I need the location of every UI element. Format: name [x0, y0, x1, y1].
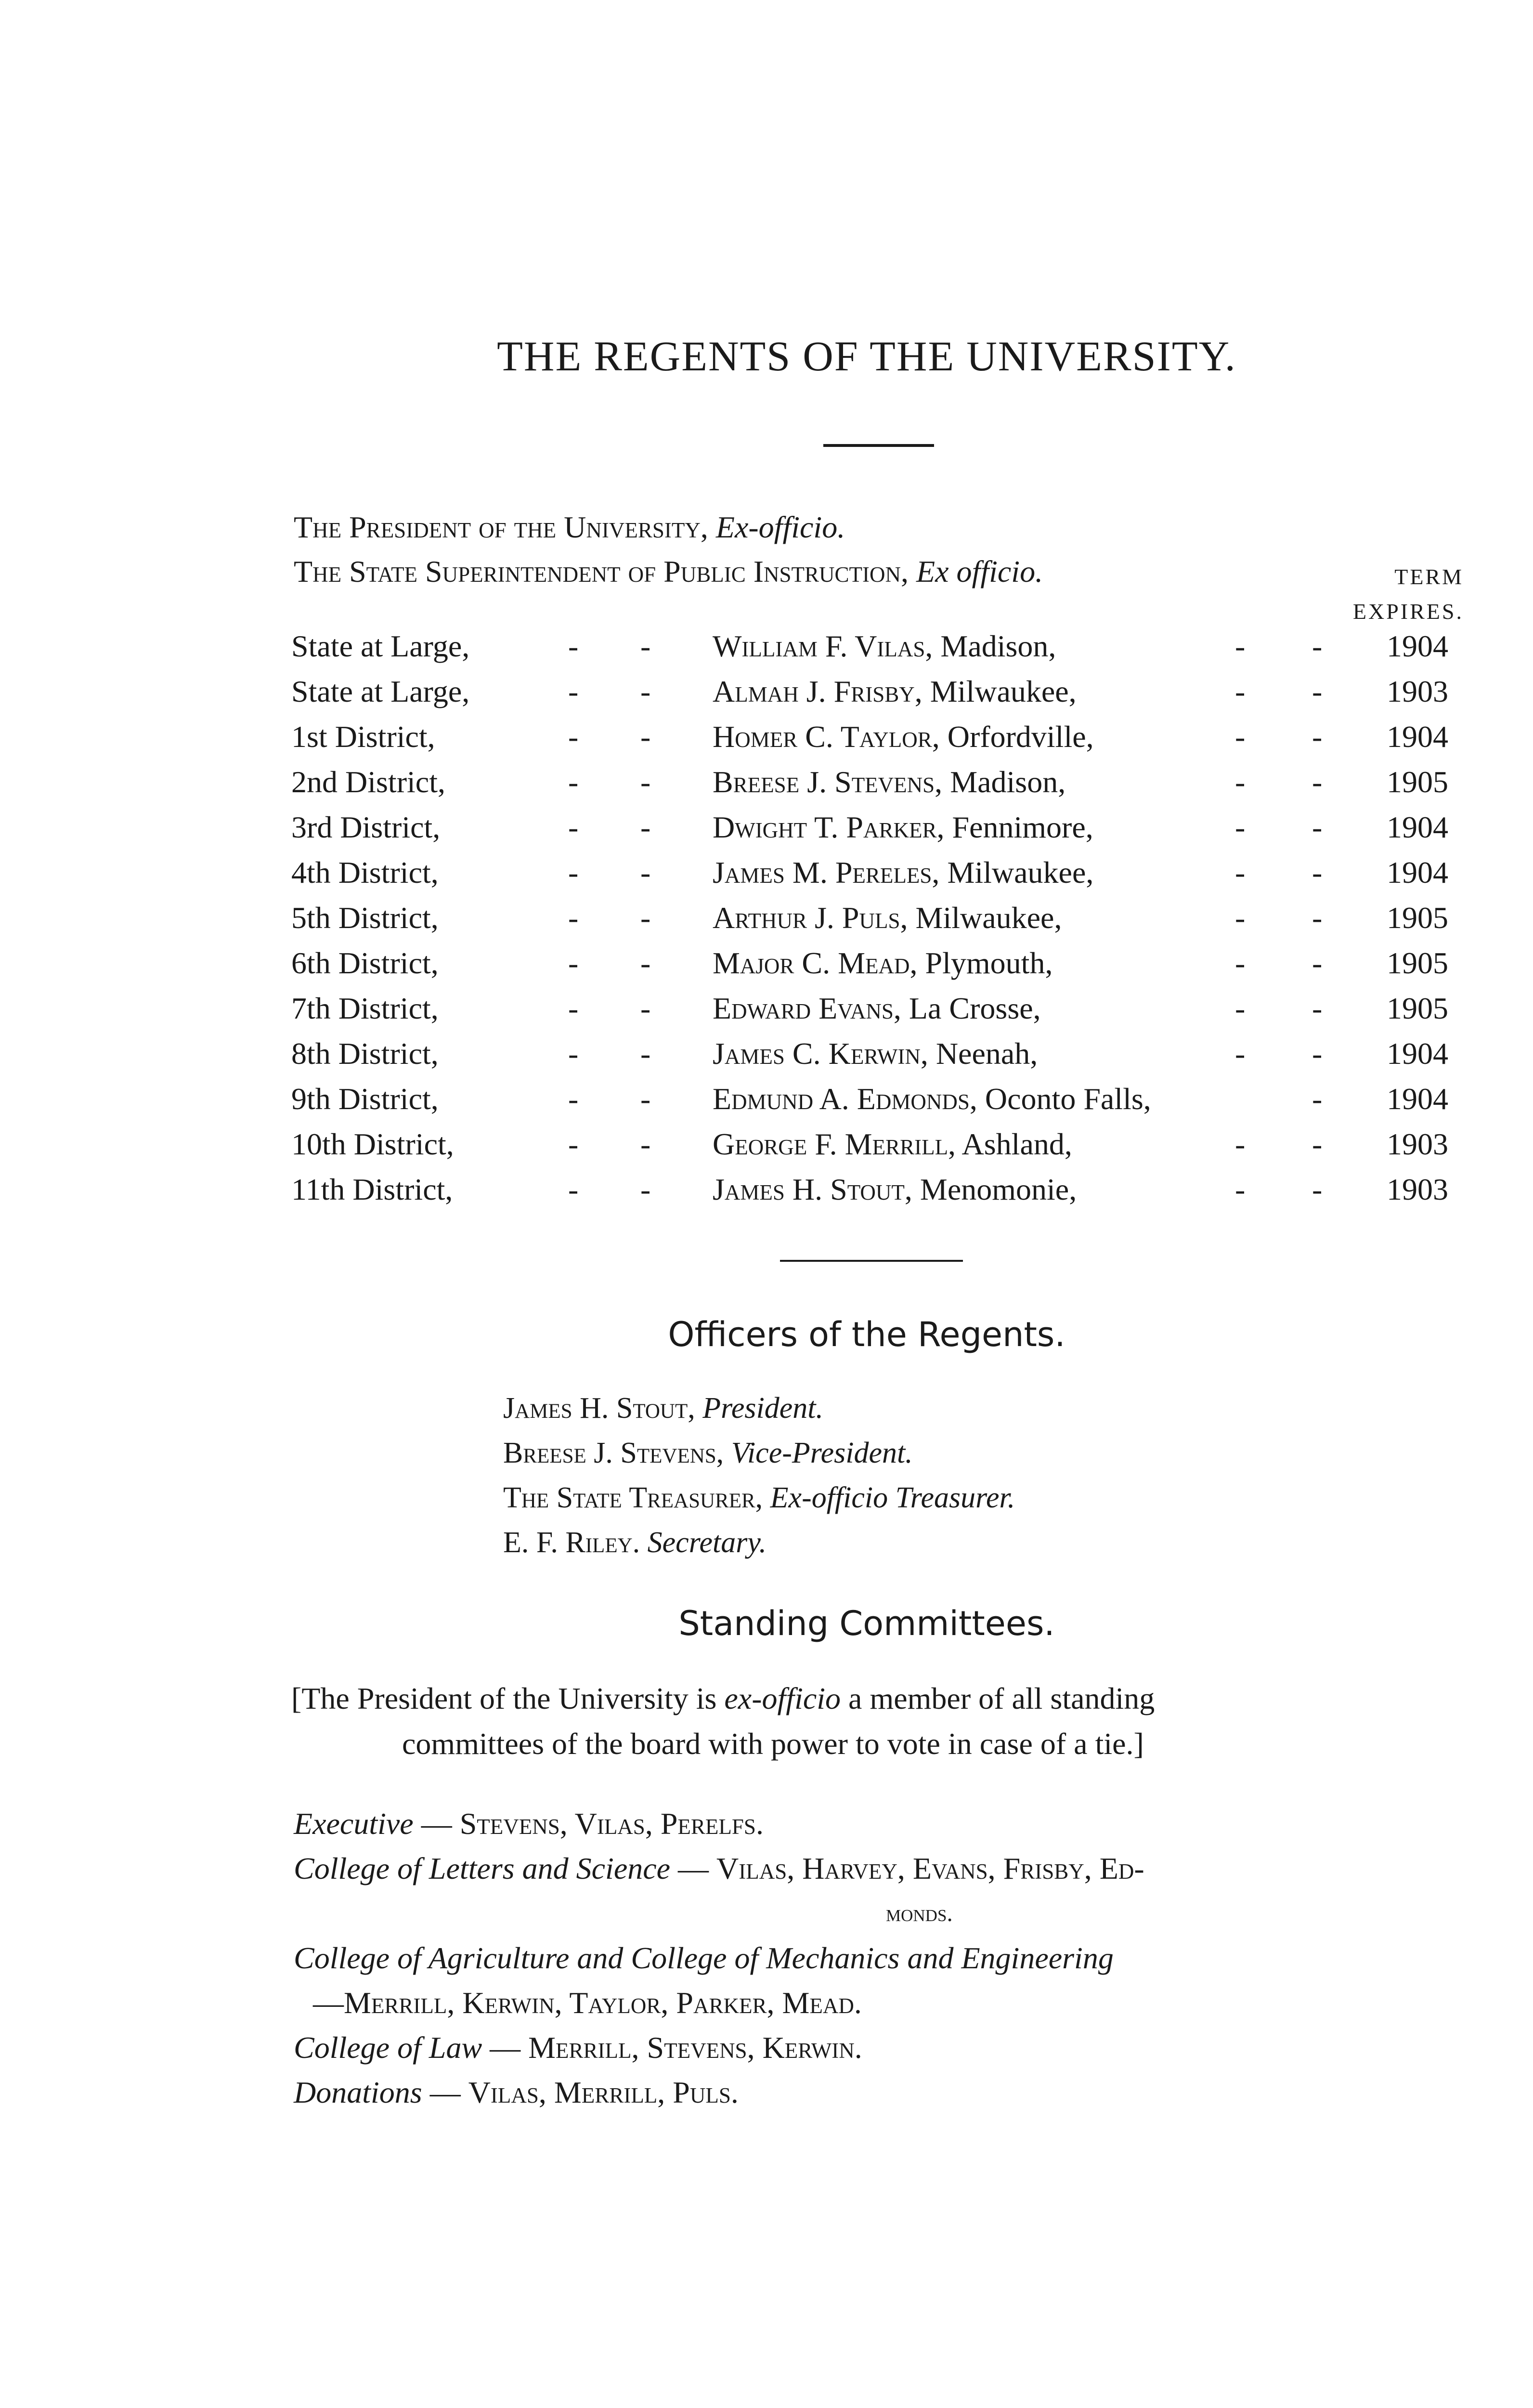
- regent-place: Orfordville,: [947, 720, 1094, 754]
- leader-dash: -: [640, 901, 651, 935]
- leader-dash: -: [640, 1127, 651, 1161]
- leader-dash: -: [640, 991, 651, 1025]
- committees-note: [291, 1676, 1461, 1767]
- regent-term-year: 1905: [1387, 901, 1448, 935]
- committee-name: College of Law: [294, 2030, 482, 2065]
- regent-district: 1st District,: [291, 720, 435, 754]
- regent-term-year: 1905: [1387, 765, 1448, 799]
- regent-place: Madison,: [940, 629, 1056, 663]
- regent-term-year: 1904: [1387, 629, 1448, 663]
- regent-district: 10th District,: [291, 1127, 454, 1161]
- committee-entry: [294, 2025, 1459, 2070]
- officer-title: Vice-President.: [731, 1437, 913, 1469]
- leader-dash: -: [640, 1036, 651, 1071]
- regent-place: Fennimore,: [952, 810, 1093, 844]
- leader-dash: -: [1312, 1082, 1323, 1116]
- regent-district: State at Large,: [291, 674, 470, 708]
- committees-heading: Standing Committees.: [678, 1604, 1055, 1643]
- regent-name: Dwight T. Parker,: [713, 810, 945, 844]
- officer-title: Secretary.: [647, 1526, 766, 1559]
- leader-dash: -: [1235, 765, 1246, 799]
- leader-dash: -: [1235, 946, 1246, 980]
- leader-dash: -: [568, 901, 579, 935]
- regent-row: [0, 1081, 1533, 1126]
- committee-members: Merrill, Stevens, Kerwin.: [528, 2030, 862, 2065]
- leader-dash: -: [640, 720, 651, 754]
- leader-dash: -: [1235, 629, 1246, 663]
- em-dash: —: [421, 1806, 452, 1841]
- regent-name: Major C. Mead,: [713, 946, 918, 980]
- regent-place: Ashland,: [961, 1127, 1072, 1161]
- ex-officio-name: The President of the University,: [294, 510, 708, 544]
- regent-row: [0, 628, 1533, 674]
- regent-term-year: 1904: [1387, 1036, 1448, 1071]
- regent-name: Edmund A. Edmonds,: [713, 1082, 977, 1116]
- officer-entry: [503, 1520, 1015, 1565]
- regent-place: Menomonie,: [920, 1172, 1077, 1206]
- officers-list: [503, 1386, 1015, 1565]
- em-dash: —: [429, 2075, 461, 2109]
- leader-dash: -: [1312, 674, 1323, 708]
- leader-dash: -: [640, 946, 651, 980]
- leader-dash: -: [1312, 1172, 1323, 1206]
- leader-dash: -: [568, 720, 579, 754]
- officer-entry: [503, 1431, 1015, 1476]
- officer-name: James H. Stout,: [503, 1392, 695, 1425]
- officer-title: Ex-officio Treasurer.: [770, 1481, 1015, 1514]
- committee-entry: [294, 1936, 1459, 2025]
- leader-dash: -: [1235, 674, 1246, 708]
- regent-name: Almah J. Frisby,: [713, 674, 922, 708]
- regent-place: Milwaukee,: [930, 674, 1077, 708]
- leader-dash: -: [1235, 1172, 1246, 1206]
- regent-row: [0, 719, 1533, 764]
- note-line: [The President of the University is ex-officio a member of all standing: [291, 1681, 1155, 1715]
- committee-members-cont: monds.: [886, 1899, 953, 1926]
- regent-row: [0, 810, 1533, 855]
- regent-row: [0, 900, 1533, 945]
- officer-title: President.: [702, 1392, 824, 1425]
- regent-place: Milwaukee,: [947, 855, 1094, 890]
- leader-dash: -: [1312, 629, 1323, 663]
- leader-dash: -: [1235, 810, 1246, 844]
- page-title: THE REGENTS OF THE UNIVERSITY.: [497, 333, 1236, 380]
- committee-name: College of Letters and Science: [294, 1851, 671, 1885]
- regent-district: 4th District,: [291, 855, 439, 890]
- regent-district: 6th District,: [291, 946, 439, 980]
- leader-dash: -: [640, 810, 651, 844]
- regent-name: James H. Stout,: [713, 1172, 912, 1206]
- regent-place: Plymouth,: [925, 946, 1053, 980]
- regent-name: Breese J. Stevens,: [713, 765, 943, 799]
- officer-name: The State Treasurer,: [503, 1481, 763, 1514]
- leader-dash: -: [568, 810, 579, 844]
- regent-row: [0, 991, 1533, 1036]
- regent-place: Madison,: [950, 765, 1066, 799]
- leader-dash: -: [1235, 991, 1246, 1025]
- regent-name: Edward Evans,: [713, 991, 901, 1025]
- regent-row: [0, 945, 1533, 991]
- committee-members: Vilas, Harvey, Evans, Frisby, Ed-: [716, 1851, 1144, 1885]
- ex-officio-president: [294, 510, 845, 545]
- leader-dash: -: [568, 674, 579, 708]
- leader-dash: -: [1312, 720, 1323, 754]
- leader-dash: -: [640, 629, 651, 663]
- officer-entry: [503, 1476, 1015, 1520]
- committee-entry: [294, 1801, 1459, 1846]
- regent-row: [0, 1172, 1533, 1217]
- regent-row: [0, 1126, 1533, 1172]
- regent-term-year: 1905: [1387, 991, 1448, 1025]
- leader-dash: -: [568, 629, 579, 663]
- leader-dash: -: [568, 1082, 579, 1116]
- regent-term-year: 1903: [1387, 674, 1448, 708]
- leader-dash: -: [1312, 901, 1323, 935]
- regent-place: La Crosse,: [909, 991, 1041, 1025]
- regent-district: 11th District,: [291, 1172, 453, 1206]
- regent-district: State at Large,: [291, 629, 470, 663]
- regent-term-year: 1904: [1387, 1082, 1448, 1116]
- ex-officio-superintendent: [294, 554, 1043, 589]
- section-rule: [780, 1260, 963, 1262]
- officers-heading: Officers of the Regents.: [668, 1315, 1065, 1354]
- title-rule: [823, 444, 934, 447]
- leader-dash: -: [1312, 855, 1323, 890]
- leader-dash: -: [640, 1172, 651, 1206]
- regent-row: [0, 764, 1533, 810]
- regent-district: 3rd District,: [291, 810, 441, 844]
- regent-place: Oconto Falls,: [985, 1082, 1151, 1116]
- term-expires-header: TERM EXPIRES.: [1352, 564, 1464, 624]
- regent-name: Arthur J. Puls,: [713, 901, 908, 935]
- regent-row: [0, 855, 1533, 900]
- leader-dash: -: [568, 1127, 579, 1161]
- committee-members: Stevens, Vilas, Perelfs.: [459, 1806, 764, 1841]
- regent-row: [0, 674, 1533, 719]
- regent-name: George F. Merrill,: [713, 1127, 956, 1161]
- regent-district: 5th District,: [291, 901, 439, 935]
- ex-officio-role: Ex-officio.: [715, 510, 845, 544]
- regent-term-year: 1904: [1387, 720, 1448, 754]
- note-line: committees of the board with power to vote in case of a tie.]: [402, 1727, 1144, 1761]
- regent-district: 9th District,: [291, 1082, 439, 1116]
- regent-name: James M. Pereles,: [713, 855, 940, 890]
- ex-officio-role: Ex officio.: [916, 554, 1043, 589]
- em-dash: —: [490, 2030, 521, 2065]
- committees-list: [294, 1801, 1459, 2115]
- committee-entry: [294, 2070, 1459, 2115]
- leader-dash: -: [640, 855, 651, 890]
- regent-row: [0, 1036, 1533, 1081]
- leader-dash: -: [1312, 946, 1323, 980]
- leader-dash: -: [640, 674, 651, 708]
- leader-dash: -: [1235, 1127, 1246, 1161]
- committee-name: College of Agriculture and College of Mechanics and Engineering: [294, 1941, 1114, 1975]
- committee-members: Merrill, Kerwin, Taylor, Parker, Mead.: [344, 1986, 862, 2020]
- leader-dash: -: [640, 765, 651, 799]
- regent-term-year: 1905: [1387, 946, 1448, 980]
- leader-dash: -: [568, 1036, 579, 1071]
- leader-dash: -: [1235, 1036, 1246, 1071]
- regent-term-year: 1904: [1387, 855, 1448, 890]
- leader-dash: -: [568, 946, 579, 980]
- regent-place: Milwaukee,: [915, 901, 1062, 935]
- regent-name: Homer C. Taylor,: [713, 720, 940, 754]
- committee-name: Executive: [294, 1806, 414, 1841]
- leader-dash: -: [1312, 810, 1323, 844]
- regent-district: 7th District,: [291, 991, 439, 1025]
- leader-dash: -: [568, 991, 579, 1025]
- leader-dash: -: [1235, 901, 1246, 935]
- leader-dash: -: [568, 1172, 579, 1206]
- officer-name: E. F. Riley.: [503, 1526, 640, 1559]
- leader-dash: -: [568, 855, 579, 890]
- leader-dash: -: [1312, 1036, 1323, 1071]
- regent-name: James C. Kerwin,: [713, 1036, 928, 1071]
- leader-dash: -: [1235, 855, 1246, 890]
- regent-name: William F. Vilas,: [713, 629, 933, 663]
- regent-term-year: 1904: [1387, 810, 1448, 844]
- em-dash: —: [678, 1851, 709, 1885]
- regent-district: 8th District,: [291, 1036, 439, 1071]
- leader-dash: -: [568, 765, 579, 799]
- leader-dash: -: [1312, 765, 1323, 799]
- ex-officio-name: The State Superintendent of Public Instruction,: [294, 554, 909, 589]
- committee-members: Vilas, Merrill, Puls.: [468, 2075, 739, 2109]
- leader-dash: -: [1312, 1127, 1323, 1161]
- regent-term-year: 1903: [1387, 1127, 1448, 1161]
- em-dash: —: [313, 1986, 344, 2020]
- committee-name: Donations: [294, 2075, 422, 2109]
- regent-district: 2nd District,: [291, 765, 445, 799]
- regent-term-year: 1903: [1387, 1172, 1448, 1206]
- officer-name: Breese J. Stevens,: [503, 1437, 724, 1469]
- leader-dash: -: [1312, 991, 1323, 1025]
- officer-entry: [503, 1386, 1015, 1431]
- leader-dash: -: [1235, 720, 1246, 754]
- regent-place: Neenah,: [935, 1036, 1038, 1071]
- leader-dash: -: [640, 1082, 651, 1116]
- committee-entry: [294, 1846, 1459, 1936]
